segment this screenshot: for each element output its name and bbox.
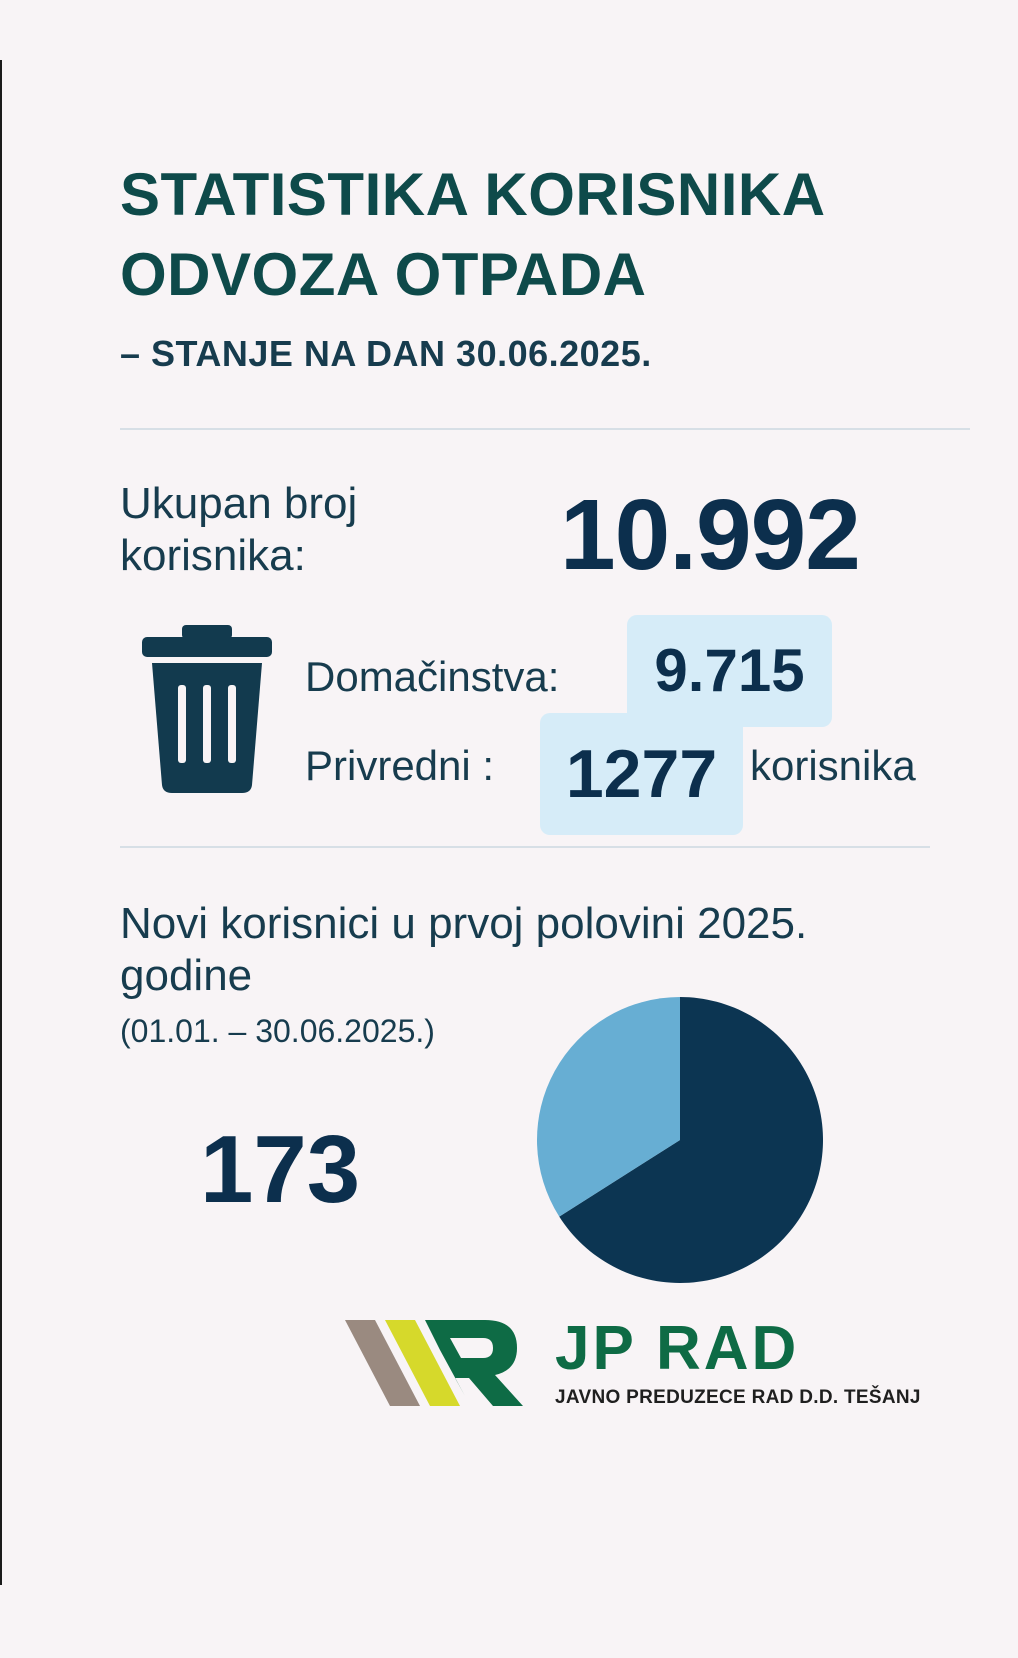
jp-rad-logo [345,1320,525,1406]
brand-subtitle: JAVNO PREDUZECE RAD D.D. TEŠANJ [555,1387,921,1408]
pie-chart [535,995,825,1285]
total-users-label: Ukupan broj korisnika: [120,479,358,580]
new-users-value: 173 [200,1116,361,1223]
divider-middle [120,846,930,848]
left-edge-line [0,60,2,1585]
new-users-title: Novi korisnici u prvoj polovini 2025. godine [120,899,808,1000]
trash-can-icon [142,625,272,795]
new-users-period: (01.01. – 30.06.2025.) [120,1013,435,1049]
brand-name: JP RAD [555,1314,800,1383]
page-subtitle: – STANJE NA DAN 30.06.2025. [120,333,652,374]
business-suffix: korisnika [750,742,916,789]
households-value-badge: 9.715 [627,615,832,727]
divider-top [120,428,970,430]
page-title-line1: STATISTIKA KORISNIKA [120,161,826,228]
page-title-line2: ODVOZA OTPADA [120,241,647,308]
total-users-value: 10.992 [560,479,860,591]
business-label: Privredni : [305,742,495,789]
business-value-badge: 1277 [540,713,743,835]
households-label: Domačinstva: [305,653,560,700]
